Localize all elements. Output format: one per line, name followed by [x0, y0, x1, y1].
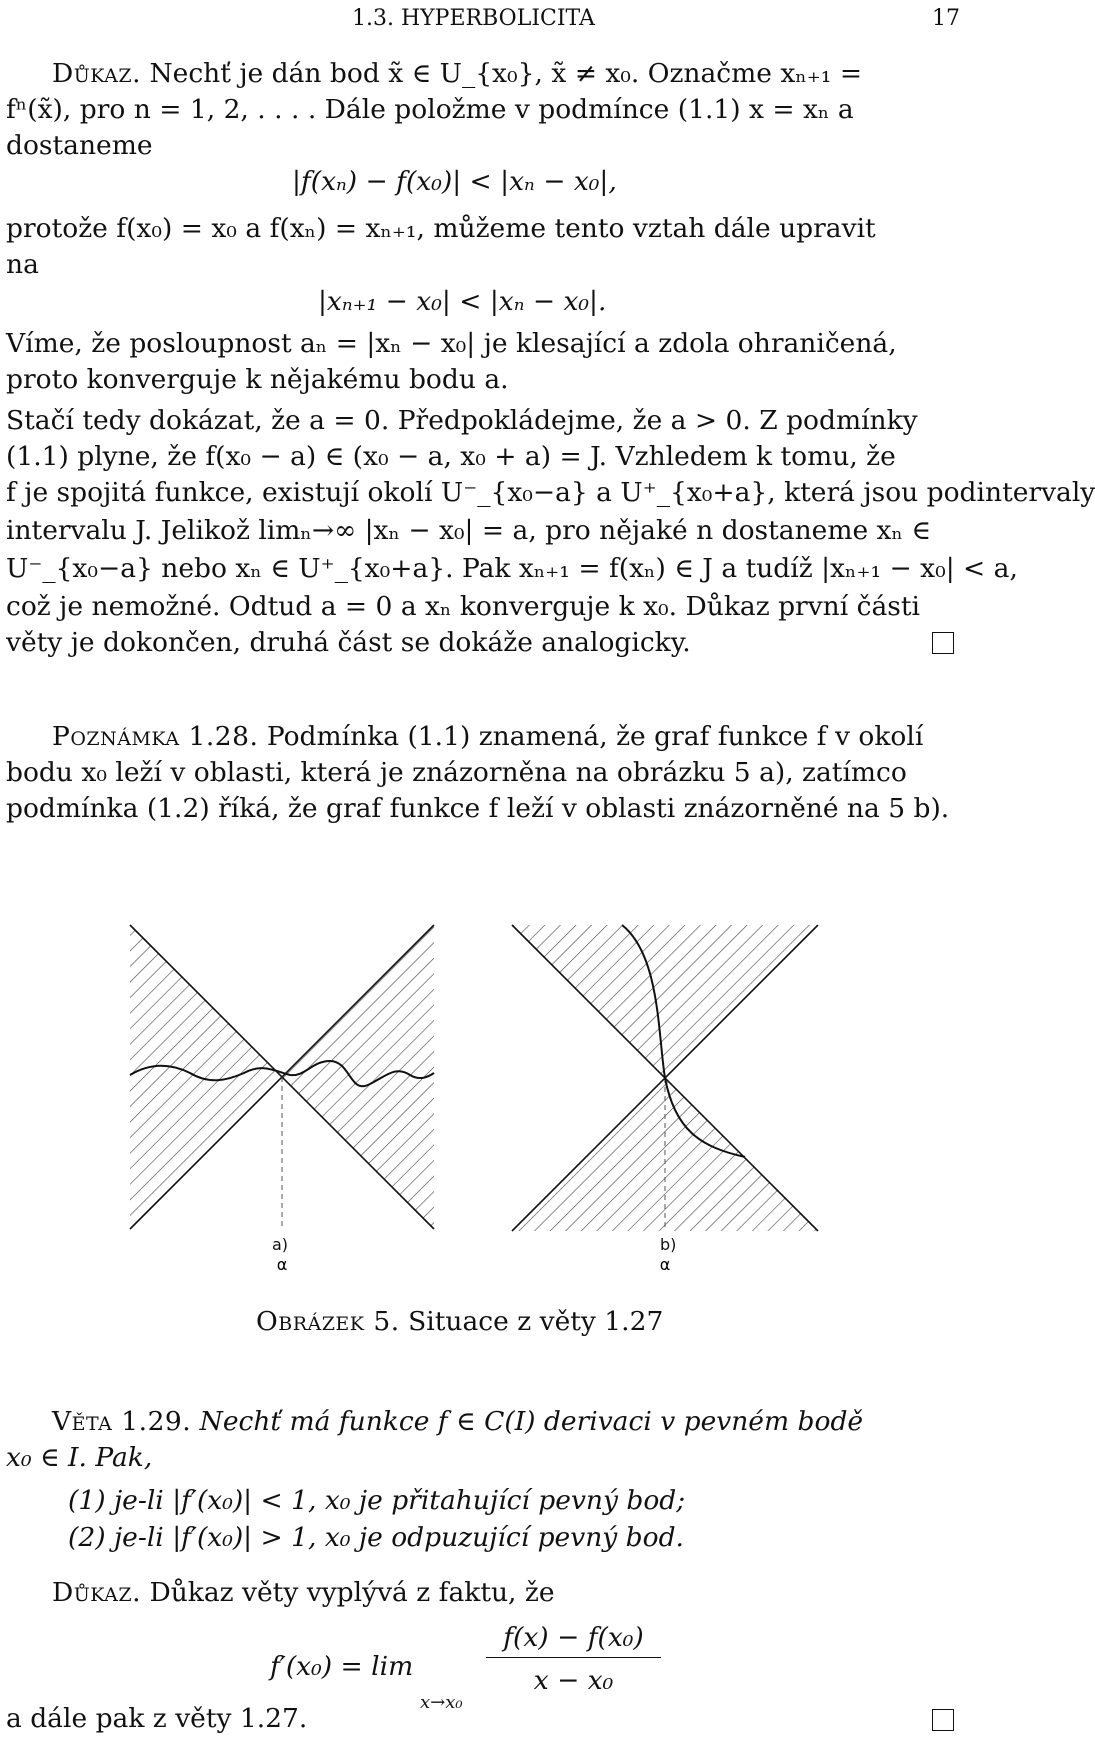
panel-a-caption: a)	[272, 1235, 289, 1254]
proof-paragraph-line: intervalu J. Jelikož limₙ→∞ |xₙ − x₀| = a, pro nějaké n dostaneme xₙ ∈	[6, 515, 932, 546]
proof-label: Důkaz.	[52, 1577, 142, 1608]
qed-box-icon	[932, 632, 954, 654]
hatched-region-top	[512, 925, 818, 1078]
figure-caption-label: Obrázek 5.	[256, 1306, 400, 1337]
axis-label-alpha: α	[276, 1255, 288, 1274]
proof-paragraph-line: U⁻_{x₀−a} nebo xₙ ∈ U⁺_{x₀+a}. Pak xₙ₊₁ = f(xₙ) ∈ J a tudíž |xₙ₊₁ − x₀| < a,	[6, 553, 1018, 584]
formula-limit-subscript: x→x₀	[420, 1692, 463, 1713]
proof-paragraph-line: dostaneme	[6, 130, 153, 161]
proof-paragraph-line: f je spojitá funkce, existují okolí U⁻_{x₀−a} a U⁺_{x₀+a}, která jsou podintervaly	[6, 477, 1095, 508]
proof-paragraph-line: Víme, že posloupnost aₙ = |xₙ − x₀| je klesající a zdola ohraničená,	[6, 328, 897, 359]
figure-caption-text: Situace z věty 1.27	[408, 1306, 664, 1337]
proof-line: Důkaz. Důkaz věty vyplývá z faktu, že	[52, 1577, 555, 1608]
proof-line: a dále pak z věty 1.27.	[6, 1703, 308, 1734]
remark-line: podmínka (1.2) říká, že graf funkce f leží v oblasti znázorněné na 5 b).	[6, 793, 950, 824]
proof-paragraph-line: Důkaz. Nechť je dán bod x̃ ∈ U_{x₀}, x̃ ≠ x₀. Označme xₙ₊₁ =	[52, 58, 863, 89]
proof-paragraph-line: (1.1) plyne, že f(x₀ − a) ∈ (x₀ − a, x₀ + a) = J. Vzhledem k tomu, že	[6, 441, 896, 472]
display-formula: |xₙ₊₁ − x₀| < |xₙ − x₀|.	[318, 286, 607, 317]
theorem-line: x₀ ∈ I. Pak,	[6, 1442, 153, 1473]
formula-lhs: f′(x₀) = lim	[270, 1651, 414, 1682]
proof-paragraph-line: což je nemožné. Odtud a = 0 a xₙ konverguje k x₀. Důkaz první části	[6, 591, 921, 622]
remark-line: Poznámka 1.28. Podmínka (1.1) znamená, že graf funkce f v okolí	[52, 721, 924, 752]
axis-label-alpha: α	[659, 1255, 671, 1274]
theorem-item: (1) je-li |f′(x₀)| < 1, x₀ je přitahující pevný bod;	[68, 1485, 686, 1516]
theorem-item: (2) je-li |f′(x₀)| > 1, x₀ je odpuzující pevný bod.	[68, 1522, 684, 1553]
figure-panel-b	[512, 925, 818, 1274]
figure-panel-a	[130, 925, 434, 1274]
proof-paragraph-line: věty je dokončen, druhá část se dokáže analogicky.	[6, 627, 691, 658]
running-header: 1.3. HYPERBOLICITA	[352, 6, 595, 31]
proof-paragraph-line: Stačí tedy dokázat, že a = 0. Předpokládejme, že a > 0. Z podmínky	[6, 405, 918, 436]
formula-numerator: f(x) − f(x₀)	[503, 1622, 644, 1653]
proof-paragraph-line: proto konverguje k nějakému bodu a.	[6, 364, 509, 395]
theorem-label: Věta 1.29.	[52, 1406, 192, 1437]
display-formula: |f(xₙ) − f(x₀)| < |xₙ − x₀|,	[292, 166, 617, 197]
hatched-region-left	[130, 925, 282, 1229]
remark-line: bodu x₀ leží v oblasti, která je znázorněna na obrázku 5 a), zatímco	[6, 757, 907, 788]
proof-paragraph-line: protože f(x₀) = x₀ a f(xₙ) = xₙ₊₁, můžeme tento vztah dále upravit	[6, 213, 876, 244]
panel-b-caption: b)	[660, 1235, 677, 1254]
remark-label: Poznámka 1.28.	[52, 721, 259, 752]
formula-denominator: x − x₀	[533, 1665, 614, 1696]
proof-label: Důkaz.	[52, 58, 142, 89]
hatched-region-right	[282, 925, 434, 1229]
fraction-bar	[486, 1657, 661, 1658]
qed-box-icon	[932, 1709, 954, 1731]
page-number: 17	[932, 6, 960, 31]
proof-paragraph-line: fⁿ(x̃), pro n = 1, 2, . . . . Dále položme v podmínce (1.1) x = xₙ a	[6, 94, 854, 125]
figure-5	[0, 925, 960, 1295]
figure-caption	[256, 1305, 663, 1339]
theorem-line: Věta 1.29. Nechť má funkce f ∈ C(I) derivaci v pevném bodě	[52, 1406, 864, 1437]
proof-paragraph-line: na	[6, 249, 39, 280]
